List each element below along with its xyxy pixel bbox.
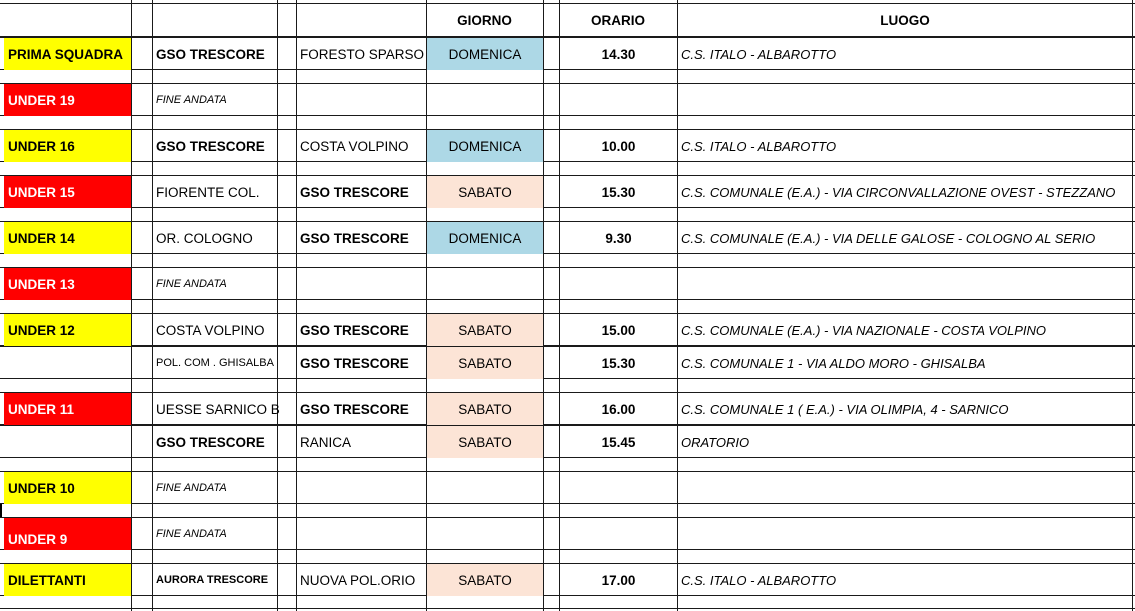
home-team-cell[interactable]: GSO TRESCORE xyxy=(156,434,265,450)
day-cell[interactable]: SABATO xyxy=(427,564,543,596)
away-team-cell[interactable]: NUOVA POL.ORIO xyxy=(300,572,416,588)
fine-andata-note[interactable]: FINE ANDATA xyxy=(156,482,227,494)
time-cell[interactable]: 14.30 xyxy=(601,46,636,62)
team-cell[interactable]: UNDER 14 xyxy=(4,222,131,254)
place-cell[interactable]: C.S. ITALO - ALBAROTTO xyxy=(681,138,837,154)
team-cell[interactable]: UNDER 15 xyxy=(4,176,131,208)
time-cell[interactable]: 15.30 xyxy=(601,355,636,371)
row-gridline xyxy=(0,3,1135,4)
team-cell[interactable]: UNDER 19 xyxy=(4,84,131,116)
time-cell[interactable]: 15.45 xyxy=(601,434,636,450)
home-team-cell[interactable]: OR. COLOGNO xyxy=(156,230,253,246)
away-team-cell[interactable]: RANICA xyxy=(300,434,352,450)
team-cell[interactable]: PRIMA SQUADRA xyxy=(4,38,131,70)
time-cell[interactable]: 15.30 xyxy=(601,184,636,200)
away-team-cell[interactable]: GSO TRESCORE xyxy=(300,322,409,338)
fine-andata-note[interactable]: FINE ANDATA xyxy=(156,528,227,540)
day-cell[interactable]: SABATO xyxy=(427,426,543,458)
home-team-cell[interactable]: GSO TRESCORE xyxy=(156,138,265,154)
place-cell[interactable]: C.S. ITALO - ALBAROTTO xyxy=(681,46,837,62)
place-cell[interactable]: C.S. COMUNALE (E.A.) - VIA DELLE GALOSE - COLOGNO AL SERIO xyxy=(681,230,1096,246)
place-cell[interactable]: C.S. ITALO - ALBAROTTO xyxy=(681,572,837,588)
home-team-cell[interactable]: FIORENTE COL. xyxy=(156,184,260,200)
away-team-cell[interactable]: GSO TRESCORE xyxy=(300,355,409,371)
place-cell[interactable]: ORATORIO xyxy=(681,434,750,450)
day-cell[interactable]: SABATO xyxy=(427,176,543,208)
away-team-cell[interactable]: FORESTO SPARSO xyxy=(300,46,425,62)
team-cell[interactable]: UNDER 9 xyxy=(4,518,131,550)
column-gridline xyxy=(559,0,560,611)
away-team-cell[interactable]: COSTA VOLPINO xyxy=(300,138,409,154)
time-cell[interactable]: 10.00 xyxy=(601,138,636,154)
header-giorno[interactable]: GIORNO xyxy=(457,12,512,28)
day-cell[interactable]: SABATO xyxy=(427,393,543,425)
team-cell[interactable]: UNDER 13 xyxy=(4,268,131,300)
place-cell[interactable]: C.S. COMUNALE 1 - VIA ALDO MORO - GHISALBA xyxy=(681,355,986,371)
row-gridline xyxy=(0,608,1135,609)
day-cell[interactable]: DOMENICA xyxy=(427,130,543,162)
column-gridline xyxy=(426,0,427,611)
column-gridline xyxy=(677,0,678,611)
fine-andata-note[interactable]: FINE ANDATA xyxy=(156,94,227,106)
team-cell[interactable]: DILETTANTI xyxy=(4,564,131,596)
place-cell[interactable]: C.S. COMUNALE (E.A.) - VIA NAZIONALE - COSTA VOLPINO xyxy=(681,322,1047,338)
team-cell[interactable]: UNDER 16 xyxy=(4,130,131,162)
column-gridline xyxy=(543,0,544,611)
time-cell[interactable]: 16.00 xyxy=(601,401,636,417)
time-cell[interactable]: 17.00 xyxy=(601,572,636,588)
column-gridline xyxy=(296,0,297,611)
home-team-cell[interactable]: COSTA VOLPINO xyxy=(156,322,265,338)
away-team-cell[interactable]: GSO TRESCORE xyxy=(300,184,409,200)
time-cell[interactable]: 15.00 xyxy=(601,322,636,338)
place-cell[interactable]: C.S. COMUNALE 1 ( E.A.) - VIA OLIMPIA, 4 - SARNICO xyxy=(681,401,1009,417)
time-cell[interactable]: 9.30 xyxy=(605,230,632,246)
away-team-cell[interactable]: GSO TRESCORE xyxy=(300,230,409,246)
day-cell[interactable]: DOMENICA xyxy=(427,222,543,254)
day-cell[interactable]: SABATO xyxy=(427,347,543,379)
home-team-cell[interactable]: UESSE SARNICO B xyxy=(156,401,280,417)
team-cell[interactable]: UNDER 11 xyxy=(4,393,131,425)
column-gridline xyxy=(131,0,132,611)
home-team-cell[interactable]: POL. COM . GHISALBA xyxy=(156,357,274,369)
day-cell[interactable]: DOMENICA xyxy=(427,38,543,70)
fine-andata-note[interactable]: FINE ANDATA xyxy=(156,278,227,290)
away-team-cell[interactable]: GSO TRESCORE xyxy=(300,401,409,417)
place-cell[interactable]: C.S. COMUNALE (E.A.) - VIA CIRCONVALLAZIONE OVEST - STEZZANO xyxy=(681,184,1116,200)
header-orario[interactable]: ORARIO xyxy=(591,12,645,28)
home-team-cell[interactable]: AURORA TRESCORE xyxy=(156,574,269,586)
team-cell[interactable]: UNDER 10 xyxy=(4,472,131,504)
header-luogo[interactable]: LUOGO xyxy=(880,12,930,28)
column-gridline xyxy=(1132,0,1133,611)
day-cell[interactable]: SABATO xyxy=(427,314,543,346)
column-gridline xyxy=(277,0,278,611)
home-team-cell[interactable]: GSO TRESCORE xyxy=(156,46,265,62)
team-cell[interactable]: UNDER 12 xyxy=(4,314,131,346)
